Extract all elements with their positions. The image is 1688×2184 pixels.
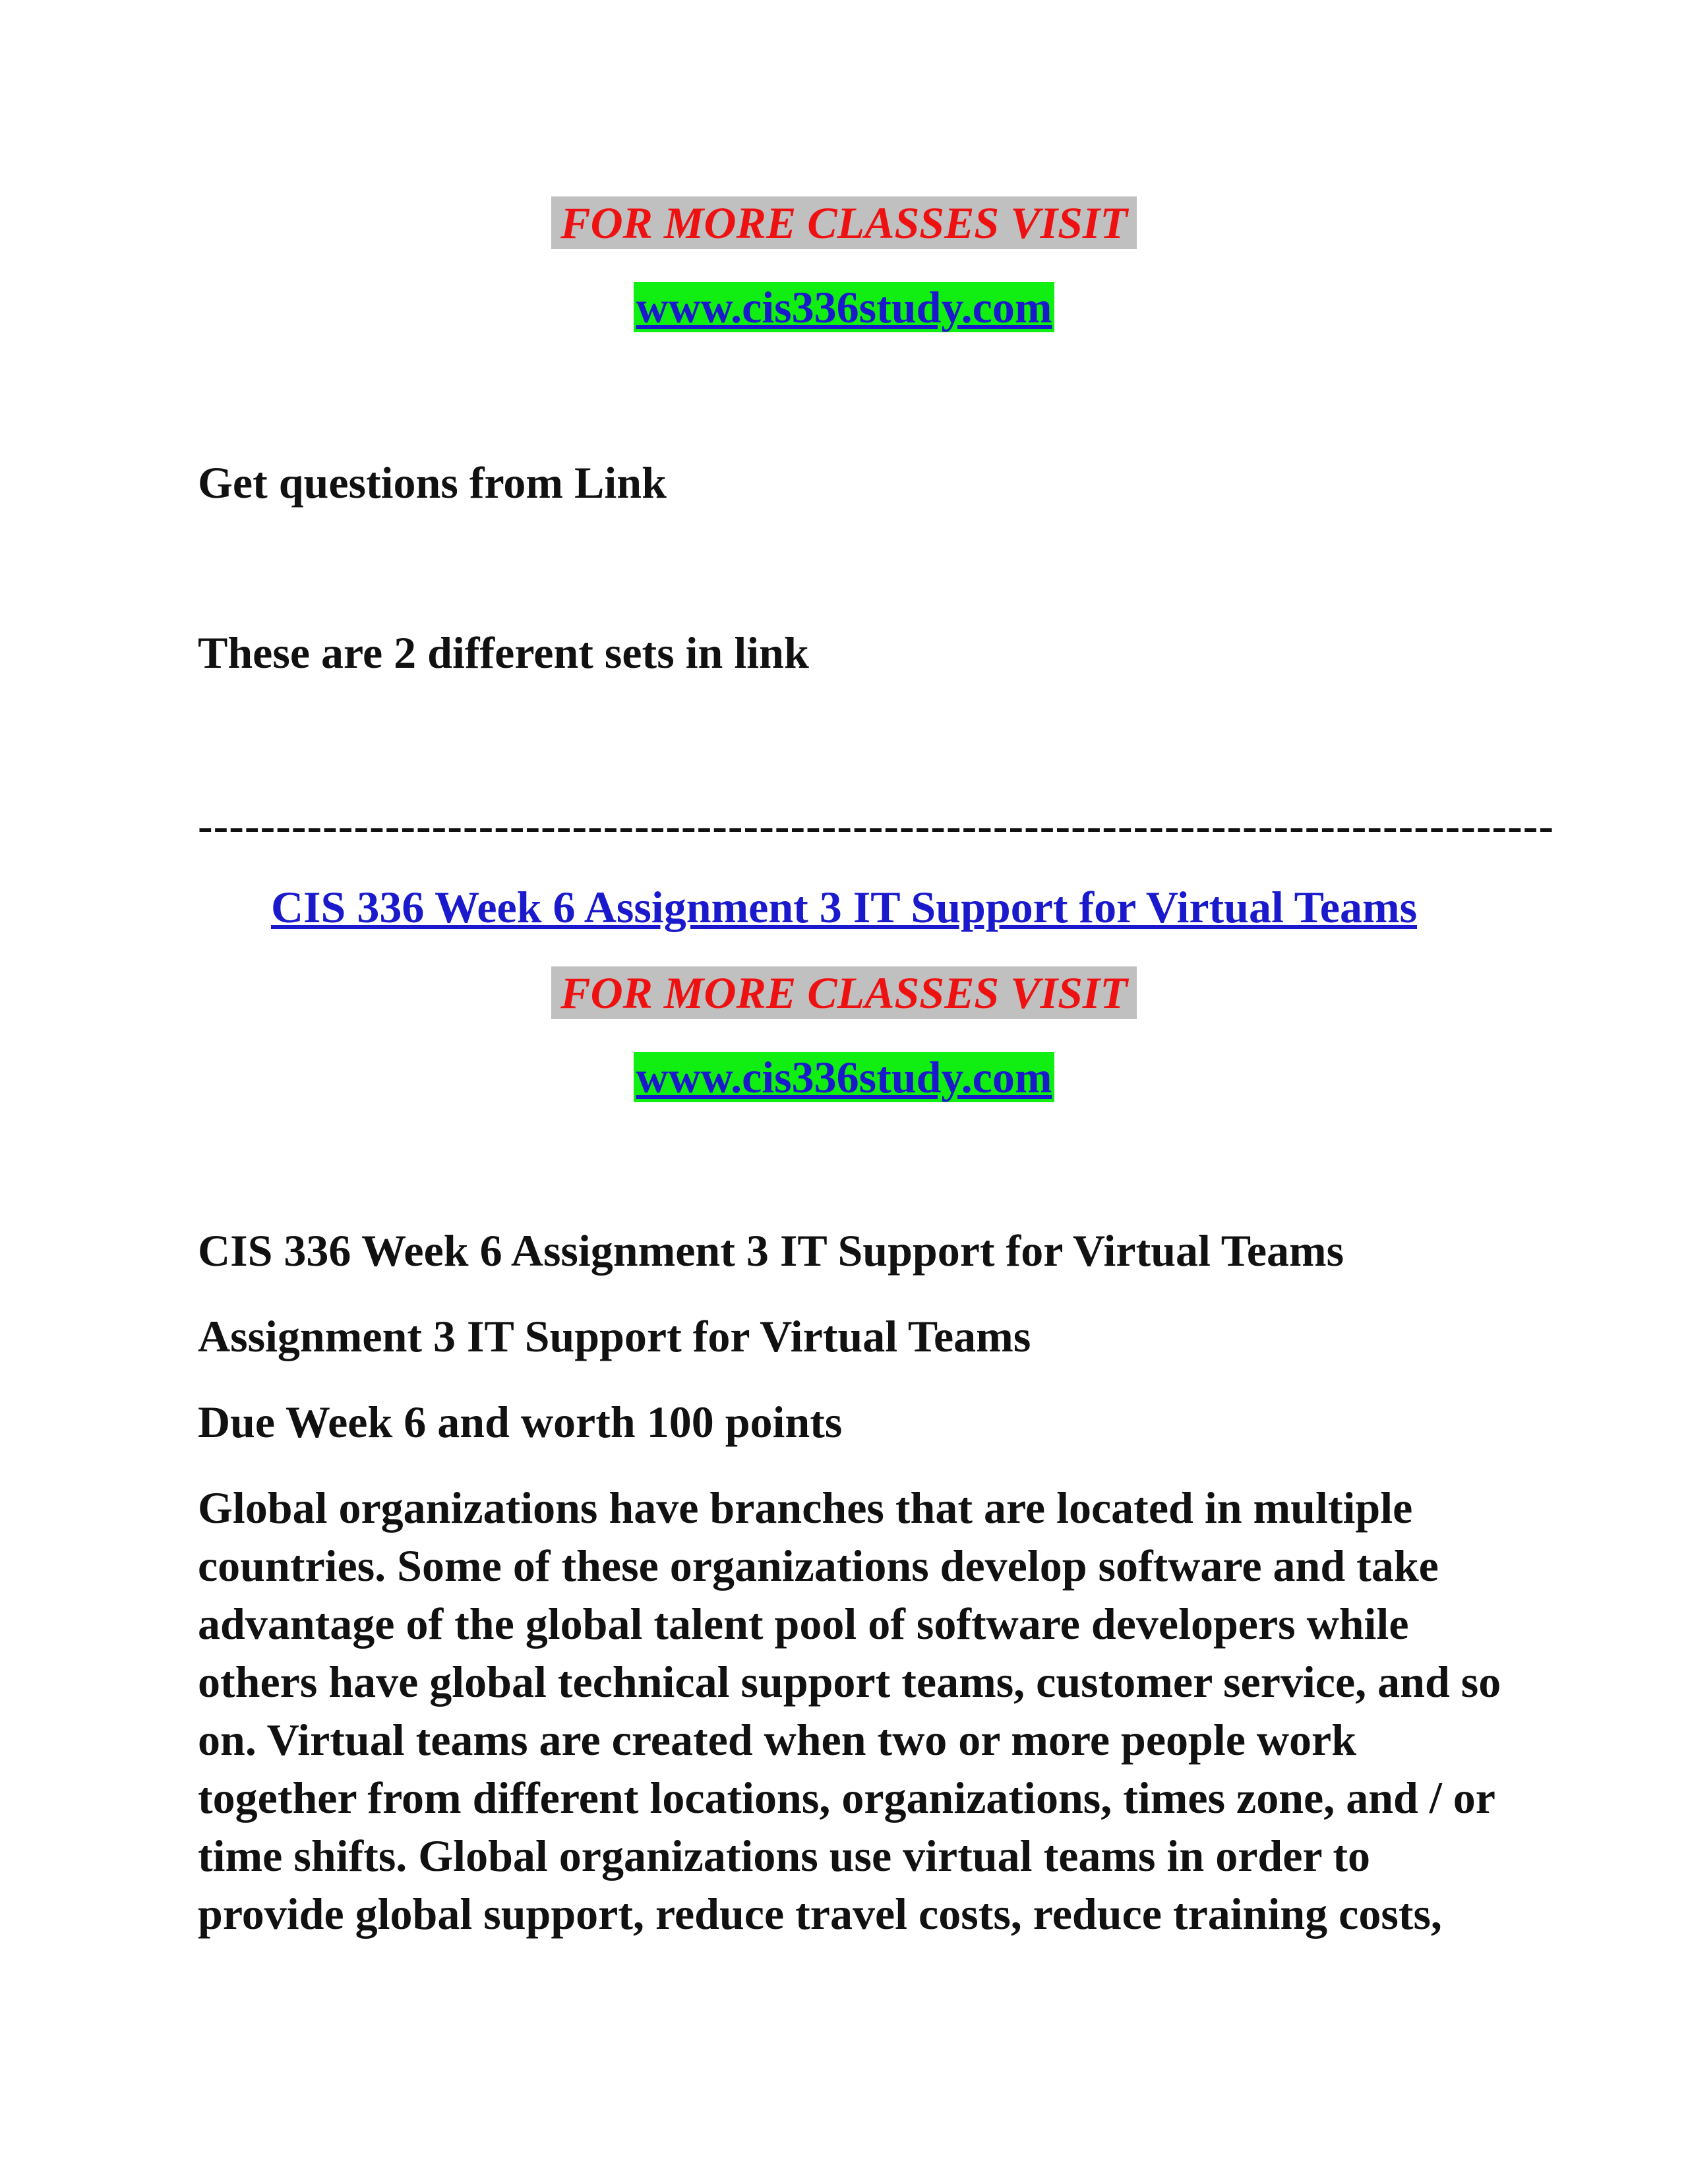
- body-line: others have global technical support teams, customer service, and so: [198, 1657, 1501, 1707]
- body-line: time shifts. Global organizations use virtual teams in order to: [198, 1831, 1370, 1881]
- site-link[interactable]: www.cis336study.com: [634, 282, 1055, 332]
- site-link-row-second: [0, 1052, 1688, 1102]
- site-link[interactable]: www.cis336study.com: [634, 1052, 1055, 1102]
- assignment-due: Due Week 6 and worth 100 points: [198, 1397, 843, 1447]
- assignment-body: [198, 1479, 1517, 1943]
- site-link-row-top: [0, 282, 1688, 332]
- intro-line-1: Get questions from Link: [198, 457, 667, 508]
- intro-line-2: These are 2 different sets in link: [198, 628, 809, 678]
- promo-banner-top: [0, 196, 1688, 249]
- assignment-subheading: Assignment 3 IT Support for Virtual Teams: [198, 1311, 1031, 1361]
- body-line: countries. Some of these organizations develop software and take: [198, 1541, 1439, 1591]
- assignment-title-row: [0, 881, 1688, 933]
- promo-text: FOR MORE CLASSES VISIT: [551, 966, 1137, 1019]
- body-line: on. Virtual teams are created when two or more people work: [198, 1715, 1357, 1765]
- assignment-title-link[interactable]: CIS 336 Week 6 Assignment 3 IT Support for Virtual Teams: [270, 882, 1418, 932]
- assignment-heading: CIS 336 Week 6 Assignment 3 IT Support for Virtual Teams: [198, 1225, 1344, 1276]
- body-line: provide global support, reduce travel costs, reduce training costs,: [198, 1889, 1442, 1939]
- body-line: together from different locations, organizations, times zone, and / or: [198, 1773, 1495, 1823]
- body-line: Global organizations have branches that are located in multiple: [198, 1483, 1413, 1533]
- promo-banner-second: [0, 966, 1688, 1019]
- divider-line: ---------------------------------------------------------------------------------------: [198, 800, 1555, 850]
- body-line: advantage of the global talent pool of software developers while: [198, 1599, 1409, 1649]
- promo-text: FOR MORE CLASSES VISIT: [551, 196, 1137, 249]
